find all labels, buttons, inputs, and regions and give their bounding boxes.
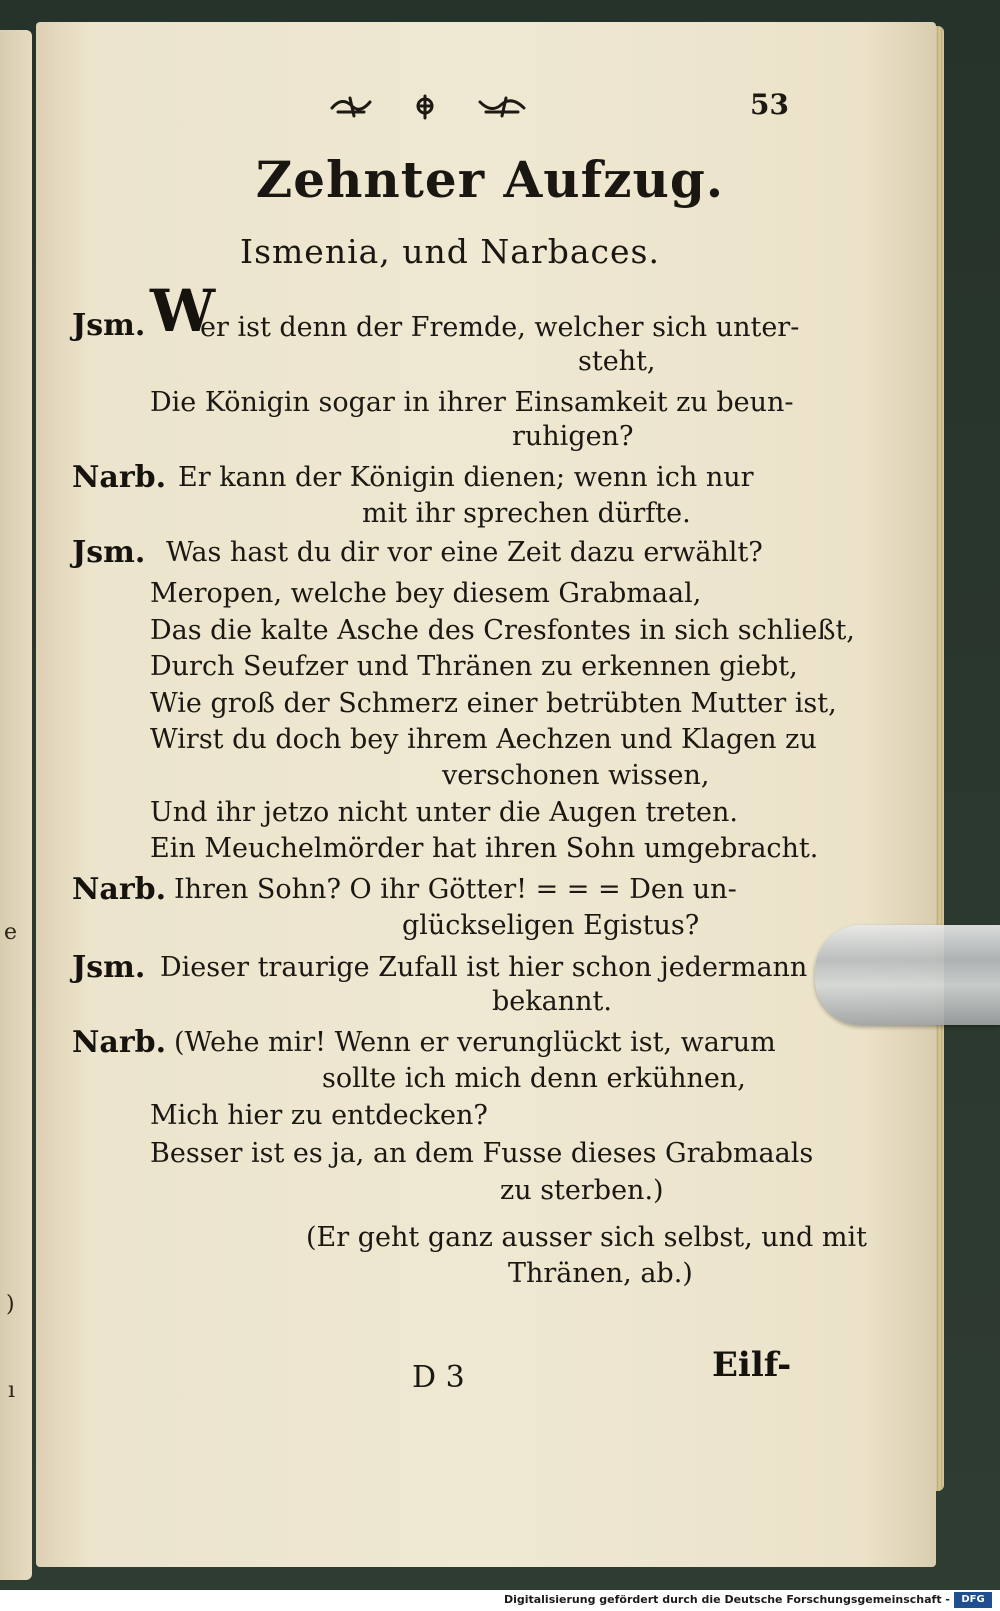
- speaker-label: Jsm.: [72, 535, 146, 570]
- text-line: Und ihr jetzo nicht unter die Augen treten.: [150, 797, 738, 828]
- previous-page-char: e: [4, 920, 18, 945]
- scene-heading: Zehnter Aufzug.: [255, 150, 725, 209]
- signature-mark: D 3: [412, 1360, 465, 1395]
- text-line: Ein Meuchelmörder hat ihren Sohn umgebracht.: [150, 833, 819, 864]
- text-line: Was hast du dir vor eine Zeit dazu erwählt?: [166, 537, 763, 568]
- text-line: ruhigen?: [512, 421, 634, 452]
- text-line: Durch Seufzer und Thränen zu erkennen giebt,: [150, 651, 798, 682]
- speaker-label: Jsm.: [72, 308, 146, 343]
- text-line: Mich hier zu entdecken?: [150, 1100, 488, 1131]
- ornament-icon: [320, 88, 540, 124]
- speaker-label: Jsm.: [72, 950, 146, 985]
- dfg-logo: DFG: [954, 1592, 992, 1608]
- scene-cast: Ismenia, und Narbaces.: [240, 232, 660, 271]
- text-line: Besser ist es ja, an dem Fusse dieses Grabmaals: [150, 1138, 814, 1169]
- page-number: 53: [750, 88, 789, 121]
- text-line: mit ihr sprechen dürfte.: [362, 498, 691, 529]
- text-line: Dieser traurige Zufall ist hier schon jedermann: [160, 952, 808, 983]
- text-line: Er kann der Königin dienen; wenn ich nur: [178, 462, 754, 493]
- text-line: Die Königin sogar in ihrer Einsamkeit zu beun-: [150, 387, 794, 418]
- text-line: steht,: [578, 346, 656, 377]
- drop-cap: W: [150, 277, 216, 345]
- text-line: zu sterben.): [500, 1175, 664, 1206]
- text-line: Ihren Sohn? O ihr Götter! = = = Den un-: [174, 874, 737, 905]
- text-line: (Wehe mir! Wenn er verunglückt ist, warum: [174, 1027, 776, 1058]
- text-line: glückseligen Egistus?: [402, 910, 700, 941]
- text-line: Meropen, welche bey diesem Grabmaal,: [150, 578, 702, 609]
- text-line: bekannt.: [492, 986, 612, 1017]
- footer-bar: [0, 1590, 1000, 1611]
- speaker-label: Narb.: [72, 460, 167, 495]
- text-line: verschonen wissen,: [442, 760, 710, 791]
- text-line: Das die kalte Asche des Cresfontes in sich schließt,: [150, 615, 855, 646]
- text-line: Wie groß der Schmerz einer betrübten Mutter ist,: [150, 688, 837, 719]
- page-clip: [815, 925, 1000, 1025]
- catchword: Eilf-: [712, 1345, 792, 1385]
- stage-direction: (Er geht ganz ausser sich selbst, und mit: [306, 1222, 868, 1253]
- text-line: er ist denn der Fremde, welcher sich unter-: [200, 312, 800, 343]
- speaker-label: Narb.: [72, 872, 167, 907]
- footer-credit: Digitalisierung gefördert durch die Deutsche Forschungsgemeinschaft -: [503, 1593, 950, 1606]
- previous-page-char: ): [6, 1292, 15, 1317]
- stage-direction: Thränen, ab.): [508, 1258, 693, 1289]
- text-line: sollte ich mich denn erkühnen,: [322, 1063, 746, 1094]
- previous-page-char: ı: [8, 1378, 16, 1403]
- text-line: Wirst du doch bey ihrem Aechzen und Klagen zu: [150, 724, 817, 755]
- speaker-label: Narb.: [72, 1025, 167, 1060]
